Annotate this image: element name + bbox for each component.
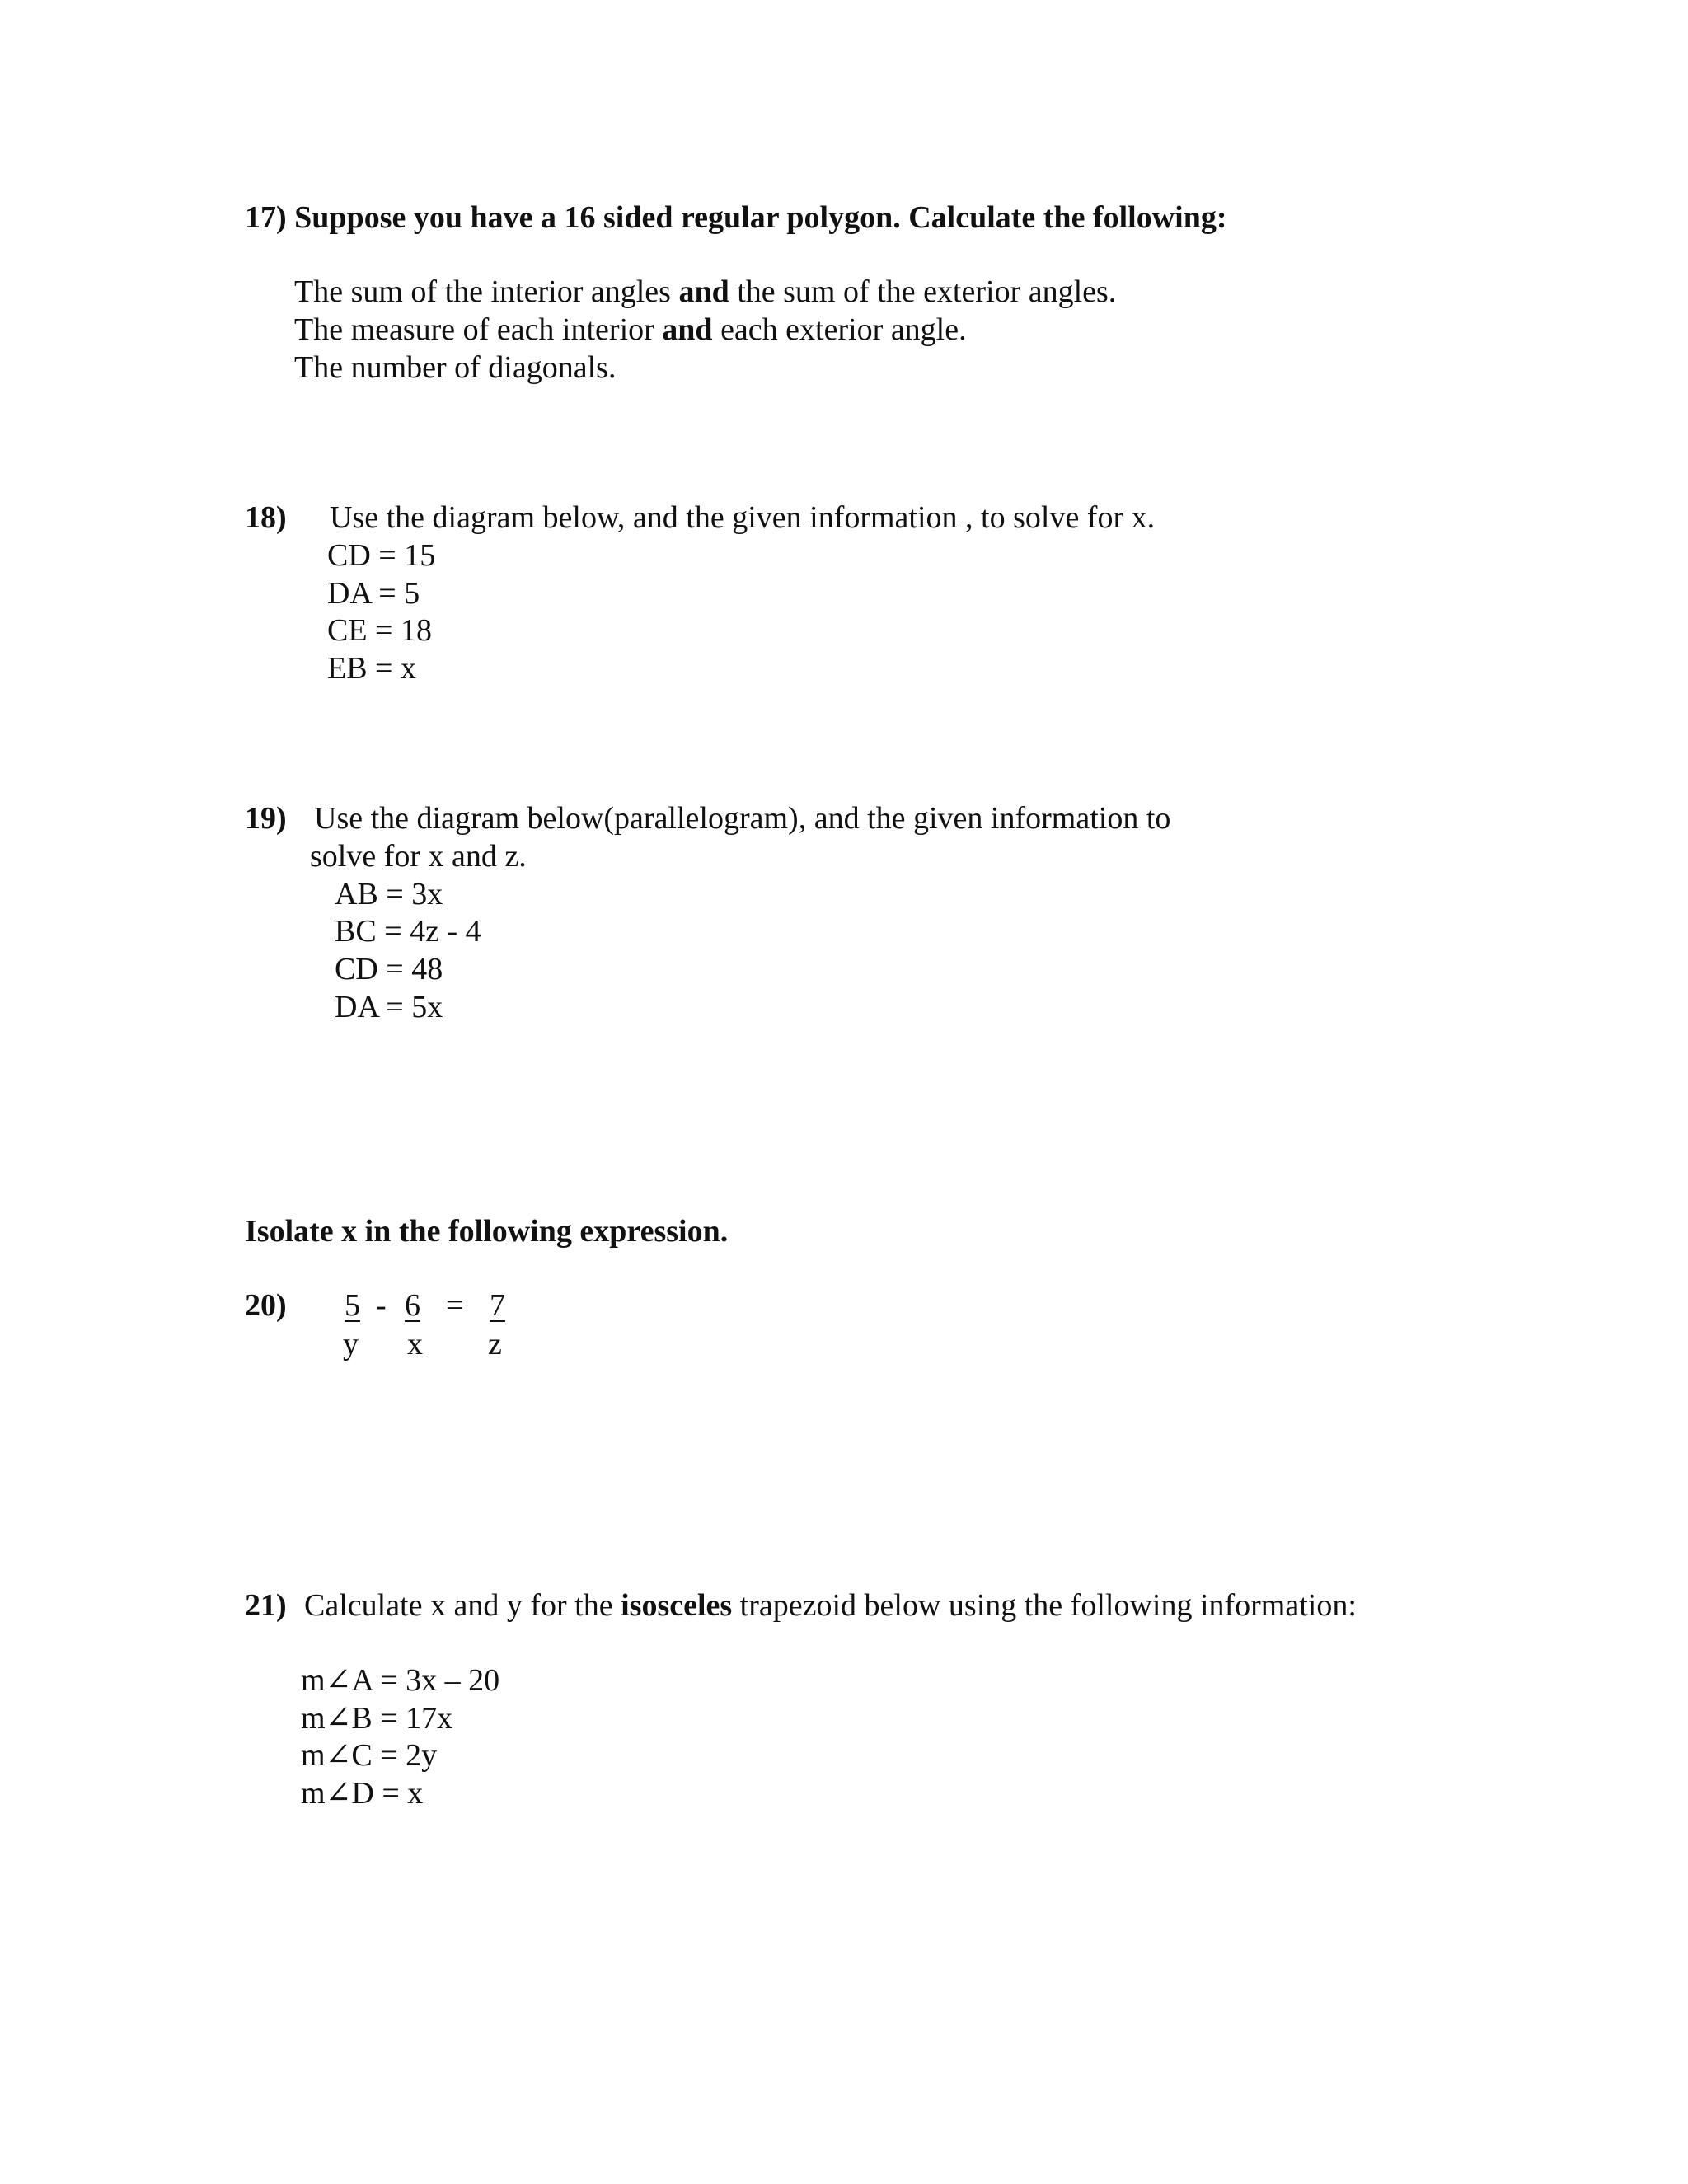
q20-numerator-3: 7 <box>490 1288 505 1323</box>
q21-prompt: Calculate x and y for the isosceles trapezoid below using the following information: <box>304 1588 1357 1623</box>
q20-denominator-2: x <box>407 1327 423 1361</box>
q20-numerator-1: 5 <box>345 1288 360 1323</box>
q18-given-eb: EB = x <box>327 651 416 686</box>
q21-given-angle-b: m∠B = 17x <box>301 1701 453 1736</box>
q20-minus-sign: - <box>376 1288 387 1323</box>
q18-given-da: DA = 5 <box>327 576 420 611</box>
q18-number: 18) <box>245 500 287 535</box>
q21-given-angle-c: m∠C = 2y <box>301 1738 438 1773</box>
q21-number: 21) <box>245 1588 287 1623</box>
q20-equals-sign: = <box>446 1288 464 1323</box>
q21-given-angle-a: m∠A = 3x – 20 <box>301 1663 500 1698</box>
q19-given-ab: AB = 3x <box>335 877 443 912</box>
q20-number: 20) <box>245 1288 287 1323</box>
q19-prompt-line-1: Use the diagram below(parallelogram), and the given information to <box>314 801 1171 836</box>
q17-line-3: The number of diagonals. <box>294 350 617 385</box>
q19-given-da: DA = 5x <box>335 990 443 1024</box>
q21-given-angle-d: m∠D = x <box>301 1776 424 1811</box>
isolate-heading: Isolate x in the following expression. <box>245 1214 729 1249</box>
q18-given-ce: CE = 18 <box>327 613 432 648</box>
q17-line-1: The sum of the interior angles and the sum of the exterior angles. <box>294 274 1117 309</box>
q19-given-bc: BC = 4z - 4 <box>335 914 481 949</box>
q19-number: 19) <box>245 801 287 836</box>
q20-denominator-1: y <box>343 1327 359 1361</box>
q18-prompt: Use the diagram below, and the given information , to solve for x. <box>330 500 1156 535</box>
q17-prompt: 17) Suppose you have a 16 sided regular polygon. Calculate the following: <box>245 200 1227 235</box>
q20-numerator-2: 6 <box>405 1288 420 1323</box>
q17-line-2: The measure of each interior and each exterior angle. <box>294 312 967 347</box>
q19-prompt-line-2: solve for x and z. <box>310 839 527 874</box>
q19-given-cd: CD = 48 <box>335 952 443 987</box>
q18-given-cd: CD = 15 <box>327 538 436 573</box>
q20-denominator-3: z <box>488 1327 502 1361</box>
